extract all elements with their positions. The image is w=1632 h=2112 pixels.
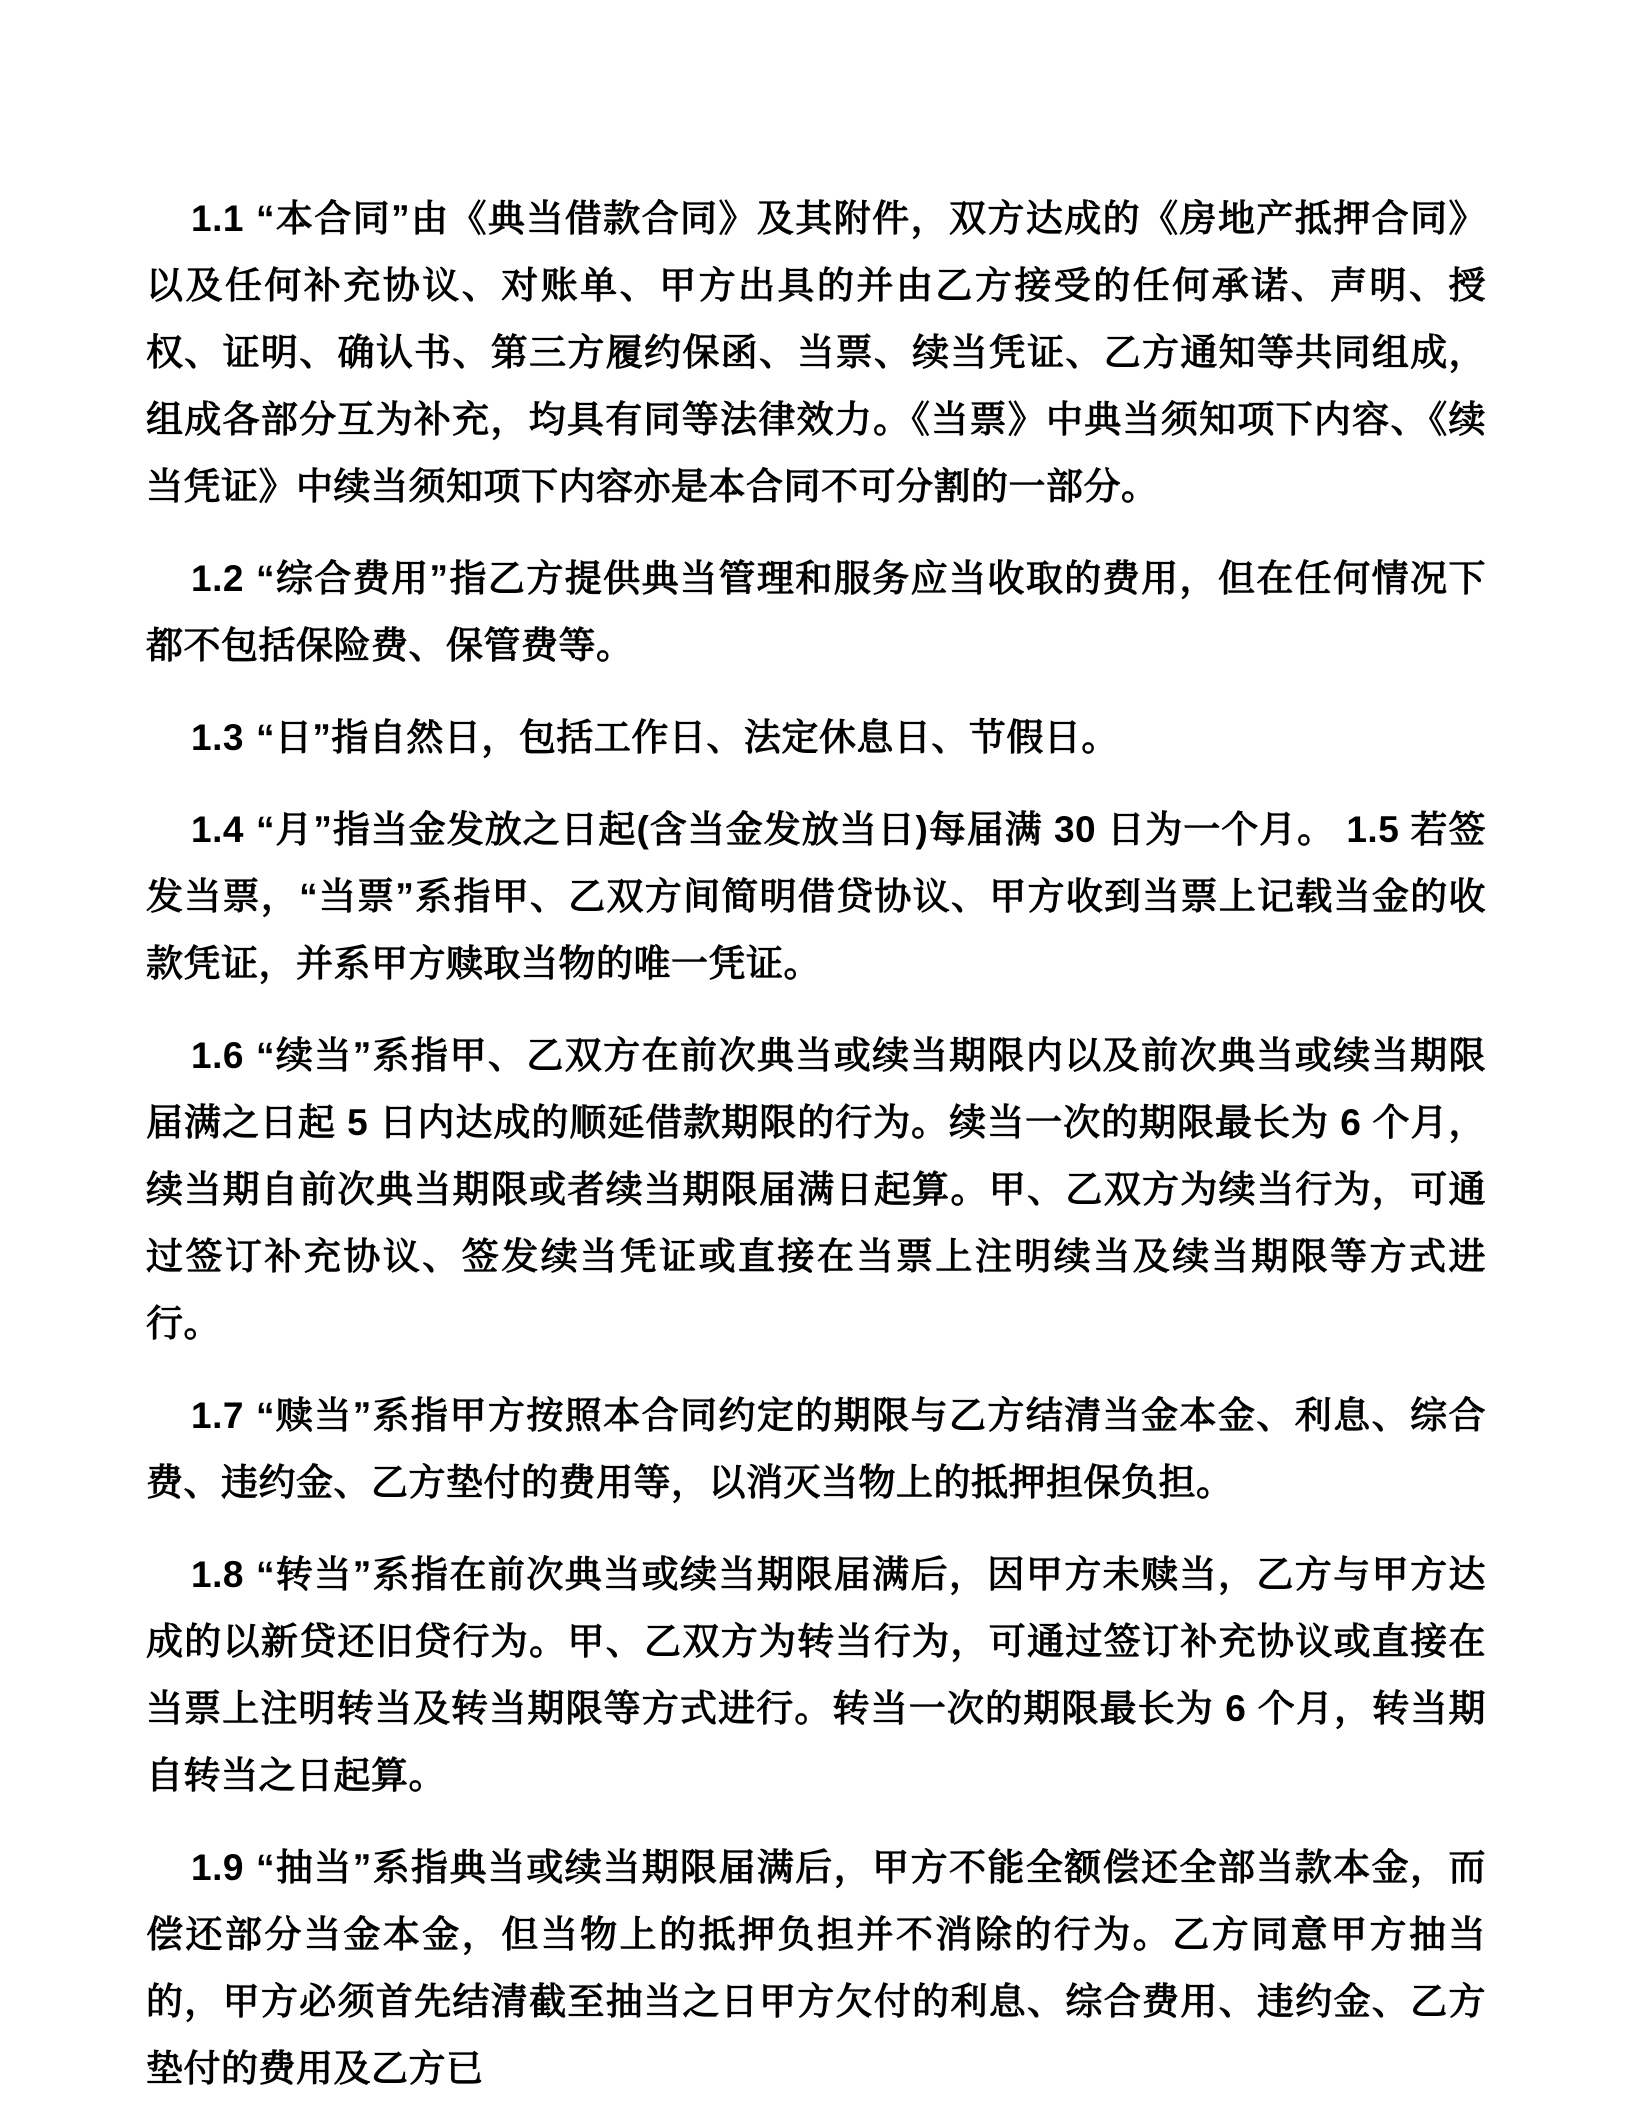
contract-definitions-body — [146, 185, 1486, 2112]
clause-number: 1.7 — [191, 1395, 244, 1436]
clause-number: 1.6 — [191, 1035, 244, 1076]
clause-number: 1.1 — [191, 198, 244, 239]
clause-text: “赎当”系指甲方按照本合同约定的期限与乙方结清当金本金、利息、综合费、违约金、乙方垫付的费用等，以消灭当物上的抵押担保负担。 — [146, 1395, 1486, 1503]
contract-clause-1-7 — [146, 1382, 1486, 1516]
clause-text: “综合费用”指乙方提供典当管理和服务应当收取的费用，但在任何情况下都不包括保险费、保管费等。 — [146, 558, 1486, 666]
clause-number: 1.9 — [191, 1847, 244, 1888]
clause-number: 1.8 — [191, 1554, 244, 1595]
contract-clause-1-2 — [146, 545, 1486, 679]
contract-clause-1-3 — [146, 704, 1486, 771]
contract-clause-1-4 — [146, 796, 1486, 997]
clause-number: 1.2 — [191, 558, 244, 599]
clause-text: “月”指当金发放之日起(含当金发放当日)每届满 30 日为一个月。 1.5 若签发当票，“当票”系指甲、乙双方间简明借贷协议、甲方收到当票上记载当金的收款凭证，并系甲方赎取当物的唯一凭证。 — [146, 809, 1486, 984]
clause-text: “日”指自然日，包括工作日、法定休息日、节假日。 — [255, 717, 1119, 758]
clause-text: “本合同”由《典当借款合同》及其附件，双方达成的《房地产抵押合同》以及任何补充协议、对账单、甲方出具的并由乙方接受的任何承诺、声明、授权、证明、确认书、第三方履约保函、当票、续当凭证、乙方通知等共同组成，组成各部分互为补充，均具有同等法律效力。《当票》中典当须知项下内容、《续当凭证》中续当须知项下内容亦是本合同不可分割的一部分。 — [146, 198, 1486, 507]
contract-clause-1-6 — [146, 1022, 1486, 1357]
contract-clause-1-9 — [146, 1834, 1486, 2102]
clause-number: 1.3 — [191, 717, 244, 758]
clause-text: “续当”系指甲、乙双方在前次典当或续当期限内以及前次典当或续当期限届满之日起 5 日内达成的顺延借款期限的行为。续当一次的期限最长为 6 个月，续当期自前次典当期限或者续当期限届满日起算。甲、乙双方为续当行为，可通过签订补充协议、签发续当凭证或直接在当票上注明续当及续当期限等方式进行。 — [146, 1035, 1486, 1344]
contract-clause-1-8 — [146, 1541, 1486, 1809]
clause-text: “抽当”系指典当或续当期限届满后，甲方不能全额偿还全部当款本金，而偿还部分当金本金，但当物上的抵押负担并不消除的行为。乙方同意甲方抽当的，甲方必须首先结清截至抽当之日甲方欠付的利息、综合费用、违约金、乙方垫付的费用及乙方已 — [146, 1847, 1486, 2089]
clause-text: “转当”系指在前次典当或续当期限届满后，因甲方未赎当，乙方与甲方达成的以新贷还旧贷行为。甲、乙双方为转当行为，可通过签订补充协议或直接在当票上注明转当及转当期限等方式进行。转当一次的期限最长为 6 个月，转当期自转当之日起算。 — [146, 1554, 1486, 1796]
clause-number: 1.4 — [191, 809, 244, 850]
contract-clause-1-1 — [146, 185, 1486, 520]
